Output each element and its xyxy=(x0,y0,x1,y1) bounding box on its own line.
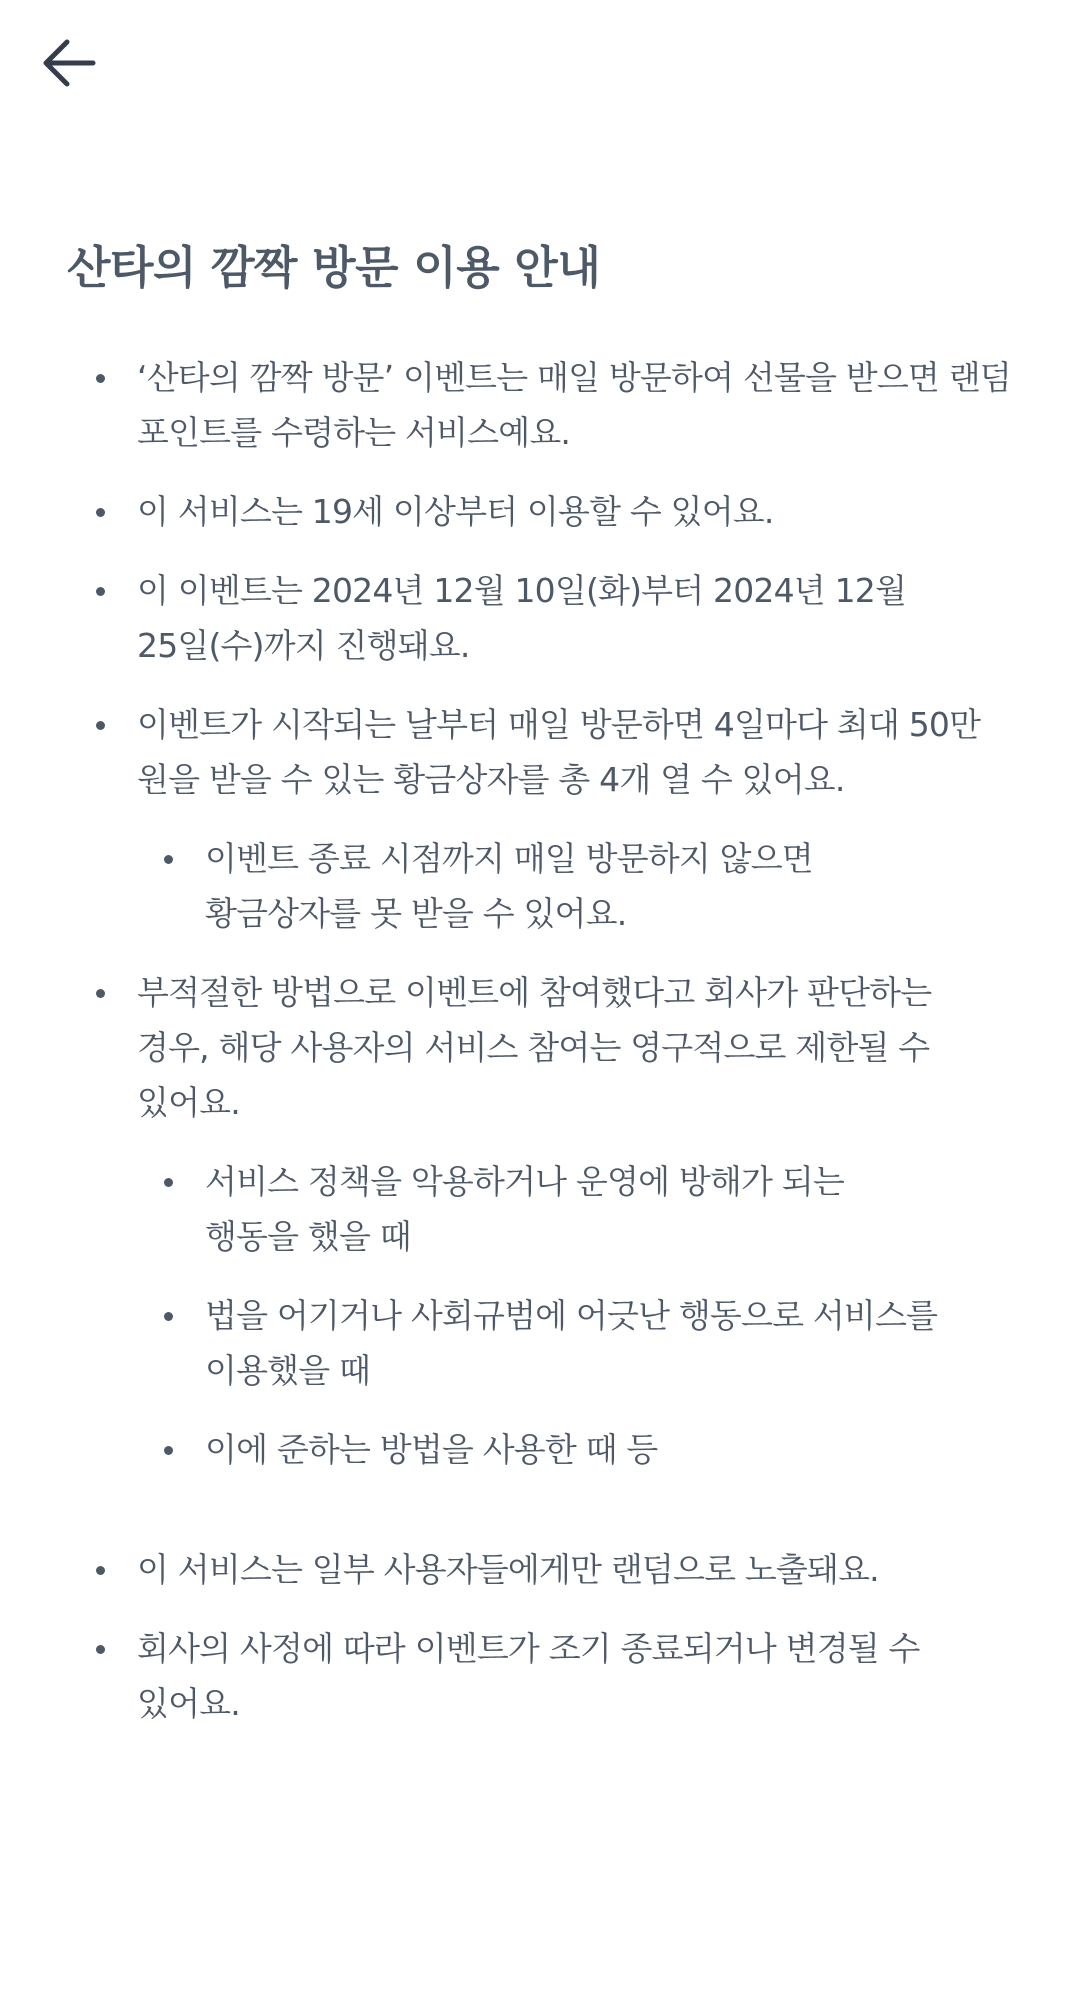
notice-text: 이벤트가 시작되는 날부터 매일 방문하면 4일마다 최대 50만 원을 받을 수 있는 황금상자를 총 4개 열 수 있어요. xyxy=(137,705,981,799)
bullet xyxy=(164,1178,173,1187)
page-title: 산타의 깜짝 방문 이용 안내 xyxy=(67,241,601,294)
bullet xyxy=(96,1566,105,1575)
notice-item-age-limit xyxy=(0,484,1080,539)
bullet xyxy=(96,721,105,730)
bullet xyxy=(96,587,105,596)
notice-item-golden-box xyxy=(0,697,1080,807)
bullet xyxy=(164,1446,173,1455)
notice-text: 서비스 정책을 악용하거나 운영에 방해가 되는 행동을 했을 때 xyxy=(205,1162,844,1256)
notice-text: 이 서비스는 일부 사용자들에게만 랜덤으로 노출돼요. xyxy=(137,1550,879,1589)
notice-item-random-exposure xyxy=(0,1542,1080,1597)
notice-text: 이에 준하는 방법을 사용한 때 등 xyxy=(205,1430,658,1469)
bullet xyxy=(96,374,105,383)
notice-text: 회사의 사정에 따라 이벤트가 조기 종료되거나 변경될 수 있어요. xyxy=(137,1629,920,1723)
notice-subitem-daily-visit xyxy=(0,831,1080,941)
bullet xyxy=(96,508,105,517)
bullet xyxy=(96,989,105,998)
notice-item-restriction xyxy=(0,965,1080,1130)
bullet xyxy=(164,1312,173,1321)
notice-item-event-description xyxy=(0,350,1080,460)
notice-text: 부적절한 방법으로 이벤트에 참여했다고 회사가 판단하는 경우, 해당 사용자의 서비스 참여는 영구적으로 제한될 수 있어요. xyxy=(137,973,932,1122)
arrow-left-icon xyxy=(39,33,99,97)
notice-list xyxy=(0,350,1080,1731)
notice-subitem-law-violation xyxy=(0,1288,1080,1398)
notice-item-event-period xyxy=(0,563,1080,673)
notice-subitem-policy-abuse xyxy=(0,1154,1080,1264)
notice-text: 법을 어기거나 사회규범에 어긋난 행동으로 서비스를 이용했을 때 xyxy=(205,1296,938,1390)
notice-text: ‘산타의 깜짝 방문’ 이벤트는 매일 방문하여 선물을 받으면 랜덤 포인트를 수령하는 서비스예요. xyxy=(137,358,1011,452)
notice-text: 이 이벤트는 2024년 12월 10일(화)부터 2024년 12월 25일(수)까지 진행돼요. xyxy=(137,571,907,665)
notice-subitem-similar-methods xyxy=(0,1422,1080,1477)
bullet xyxy=(96,1645,105,1654)
notice-text: 이벤트 종료 시점까지 매일 방문하지 않으면 황금상자를 못 받을 수 있어요. xyxy=(205,839,813,933)
notice-text: 이 서비스는 19세 이상부터 이용할 수 있어요. xyxy=(137,492,774,531)
back-button[interactable] xyxy=(34,30,104,100)
notice-item-early-termination xyxy=(0,1621,1080,1731)
bullet xyxy=(164,855,173,864)
